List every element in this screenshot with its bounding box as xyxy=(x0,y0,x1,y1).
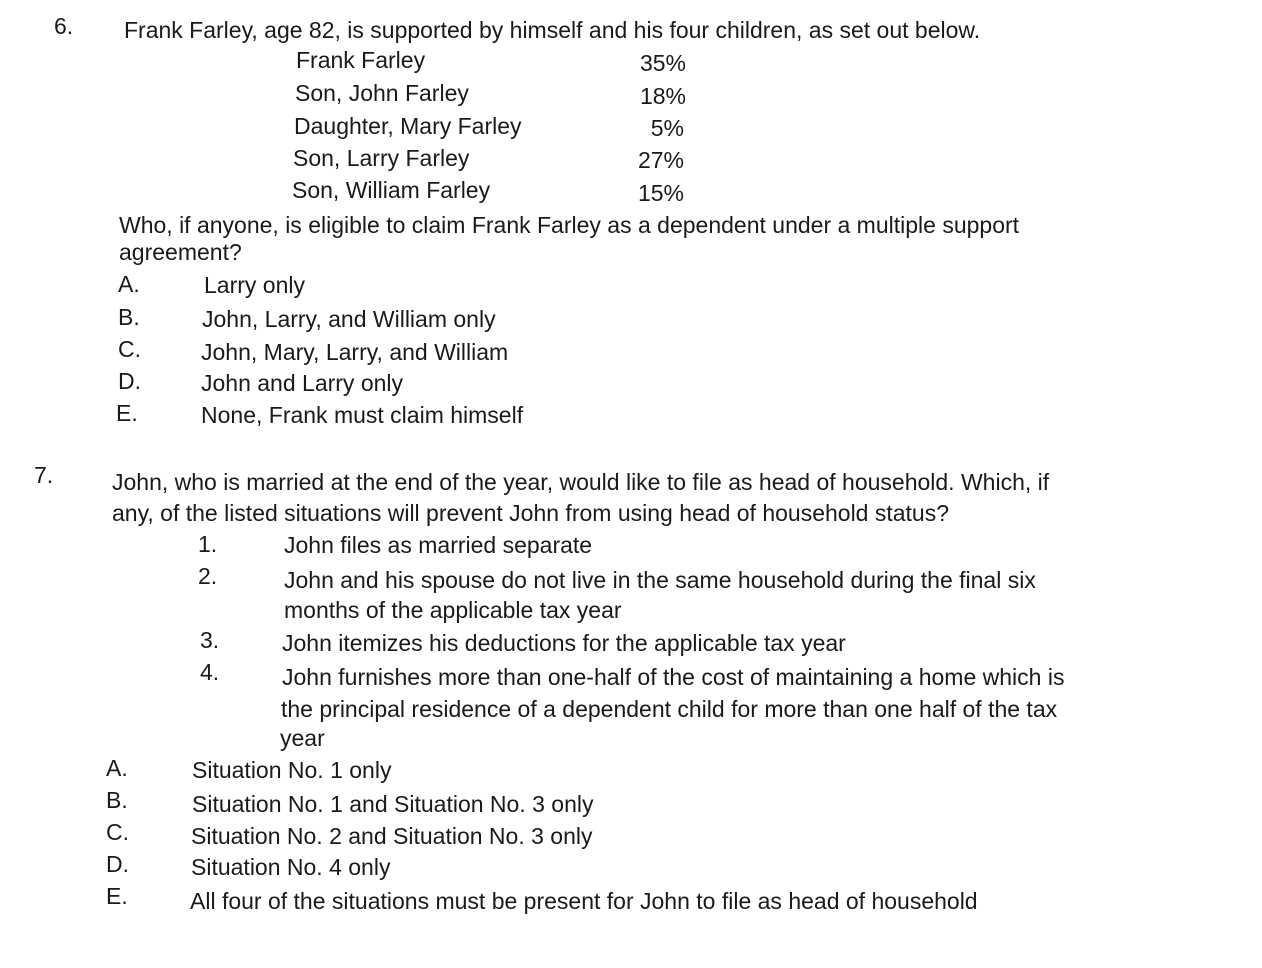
support-percent: 18% xyxy=(639,83,686,109)
option-letter: C. xyxy=(106,819,129,845)
support-name: Frank Farley xyxy=(296,47,426,73)
option-letter: D. xyxy=(106,851,129,877)
question-text: Who, if anyone, is eligible to claim Frank Farley as a dependent under a multiple support xyxy=(119,212,1020,238)
option-text: Situation No. 1 and Situation No. 3 only xyxy=(192,791,594,817)
situation-number: 2. xyxy=(198,563,218,589)
situation-text: John files as married separate xyxy=(284,532,593,558)
situation-number: 3. xyxy=(200,627,220,653)
option-text: Situation No. 4 only xyxy=(191,854,391,880)
option-text: None, Frank must claim himself xyxy=(201,402,524,428)
support-name: Son, William Farley xyxy=(292,177,491,203)
option-letter: B. xyxy=(106,787,128,813)
situation-number: 4. xyxy=(200,659,220,685)
option-letter: A. xyxy=(106,755,128,781)
situation-text: the principal residence of a dependent child for more than one half of the tax xyxy=(281,696,1058,722)
situation-text: John and his spouse do not live in the same household during the final six xyxy=(284,567,1036,593)
option-text: John, Mary, Larry, and William xyxy=(201,339,509,365)
option-letter: A. xyxy=(118,271,140,297)
situation-text: year xyxy=(280,725,325,751)
option-letter: D. xyxy=(118,368,141,394)
support-percent: 15% xyxy=(637,180,684,206)
question-text: agreement? xyxy=(119,239,242,265)
support-percent: 5% xyxy=(650,115,684,141)
support-name: Son, John Farley xyxy=(295,80,469,106)
situation-number: 1. xyxy=(198,531,218,557)
option-text: All four of the situations must be present for John to file as head of household xyxy=(190,888,978,914)
option-letter: B. xyxy=(118,304,140,330)
question-number: 6. xyxy=(54,13,74,39)
option-letter: E. xyxy=(106,883,128,909)
support-percent: 27% xyxy=(637,147,684,173)
support-name: Son, Larry Farley xyxy=(293,145,470,171)
support-percent: 35% xyxy=(639,50,686,76)
option-text: Situation No. 2 and Situation No. 3 only xyxy=(191,823,593,849)
question-stem: any, of the listed situations will prevent John from using head of household status? xyxy=(112,500,950,526)
question-stem: Frank Farley, age 82, is supported by himself and his four children, as set out below. xyxy=(124,17,981,43)
option-letter: C. xyxy=(118,336,141,362)
option-letter: E. xyxy=(116,400,138,426)
situation-text: John itemizes his deductions for the applicable tax year xyxy=(282,630,846,656)
question-number: 7. xyxy=(34,462,54,488)
support-name: Daughter, Mary Farley xyxy=(294,113,522,139)
option-text: John, Larry, and William only xyxy=(202,306,496,332)
question-stem: John, who is married at the end of the year, would like to file as head of household. Which, if xyxy=(112,469,1050,495)
option-text: John and Larry only xyxy=(201,370,404,396)
option-text: Situation No. 1 only xyxy=(192,757,392,783)
situation-text: John furnishes more than one-half of the cost of maintaining a home which is xyxy=(282,664,1065,690)
situation-text: months of the applicable tax year xyxy=(284,597,622,623)
option-text: Larry only xyxy=(204,272,305,298)
